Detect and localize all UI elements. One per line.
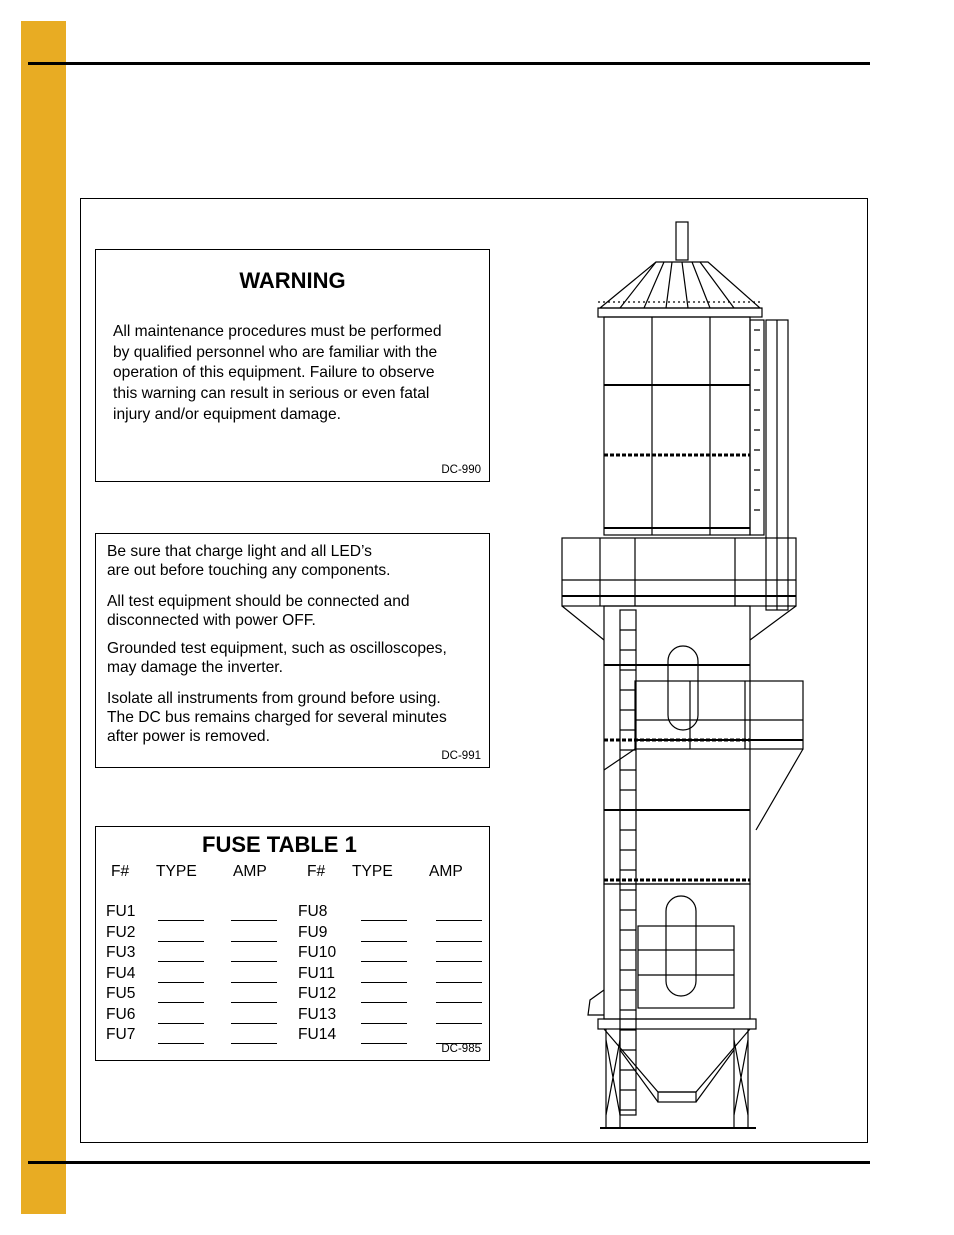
fuse-label: FU8 xyxy=(298,903,328,920)
amp-blank xyxy=(231,1002,277,1003)
warning-decal xyxy=(95,249,490,482)
column-header: TYPE xyxy=(352,863,393,880)
amp-blank xyxy=(436,941,482,942)
fuse-label: FU5 xyxy=(106,985,136,1002)
amp-blank xyxy=(231,920,277,921)
fuse-label: FU2 xyxy=(106,923,136,941)
warning-line: by qualified personnel who are familiar with the xyxy=(113,343,438,361)
warning-line: All maintenance procedures must be performed xyxy=(113,323,442,340)
amp-blank xyxy=(231,1043,277,1044)
caution-line: Isolate all instruments from ground before using. xyxy=(107,690,441,707)
caution-decal xyxy=(95,533,490,768)
caution-line: after power is removed. xyxy=(107,728,270,745)
decal-code: DC-985 xyxy=(441,1043,481,1055)
fuse-label: FU1 xyxy=(106,903,136,920)
type-blank xyxy=(158,1002,204,1003)
footer-rule xyxy=(28,1161,870,1164)
caution-line: Be sure that charge light and all LED’s xyxy=(107,543,372,560)
grain-dryer-tower-illustration xyxy=(540,210,840,1135)
fuse-table-title: FUSE TABLE 1 xyxy=(202,832,357,857)
type-blank xyxy=(361,961,407,962)
type-blank xyxy=(158,920,204,921)
type-blank xyxy=(361,1043,407,1044)
caution-paragraph xyxy=(107,542,390,580)
type-blank xyxy=(361,1002,407,1003)
type-blank xyxy=(361,920,407,921)
caution-paragraph xyxy=(107,639,447,677)
amp-blank xyxy=(436,961,482,962)
decal-code: DC-990 xyxy=(441,464,481,476)
type-blank xyxy=(158,941,204,942)
fuse-label: FU7 xyxy=(106,1026,136,1043)
fuse-label: FU12 xyxy=(298,985,337,1002)
warning-text xyxy=(113,322,485,426)
caution-paragraph xyxy=(107,689,447,746)
warning-line: operation of this equipment. Failure to observe xyxy=(113,364,435,382)
amp-blank xyxy=(436,1002,482,1003)
caution-line: may damage the inverter. xyxy=(107,659,283,676)
amp-blank xyxy=(436,1023,482,1024)
type-blank xyxy=(158,1043,204,1044)
warning-title: WARNING xyxy=(239,268,346,293)
caution-line: disconnected with power OFF. xyxy=(107,612,316,629)
amp-blank xyxy=(231,941,277,942)
amp-blank xyxy=(231,1023,277,1024)
warning-line: injury and/or equipment damage. xyxy=(113,405,341,423)
type-blank xyxy=(158,982,204,983)
type-blank xyxy=(158,961,204,962)
column-header: F# xyxy=(307,863,326,880)
amp-blank xyxy=(436,982,482,983)
type-blank xyxy=(361,982,407,983)
warning-line: this warning can result in serious or even fatal xyxy=(113,385,430,403)
caution-line: The DC bus remains charged for several minutes xyxy=(107,709,447,726)
fuse-label: FU4 xyxy=(106,964,136,982)
column-header: AMP xyxy=(429,863,463,880)
column-header: F# xyxy=(111,863,130,880)
amp-blank xyxy=(231,961,277,962)
type-blank xyxy=(158,1023,204,1024)
fuse-label: FU9 xyxy=(298,923,328,941)
type-blank xyxy=(361,941,407,942)
caution-line: are out before touching any components. xyxy=(107,562,391,579)
fuse-label: FU3 xyxy=(106,944,136,961)
side-tab xyxy=(21,21,66,1214)
amp-blank xyxy=(436,920,482,921)
fuse-label: FU14 xyxy=(298,1026,337,1043)
fuse-table-decal xyxy=(95,826,490,1061)
column-header: AMP xyxy=(233,863,267,880)
fuse-label: FU6 xyxy=(106,1005,136,1023)
column-header: TYPE xyxy=(156,863,197,880)
header-rule xyxy=(28,62,870,65)
fuse-label: FU13 xyxy=(298,1005,337,1023)
caution-line: Grounded test equipment, such as oscilloscopes, xyxy=(107,640,447,657)
decal-code: DC-991 xyxy=(441,750,481,762)
caution-line: All test equipment should be connected and xyxy=(107,593,410,610)
fuse-label: FU10 xyxy=(298,944,337,961)
caution-paragraph xyxy=(107,592,410,630)
fuse-label: FU11 xyxy=(298,964,335,982)
type-blank xyxy=(361,1023,407,1024)
amp-blank xyxy=(231,982,277,983)
